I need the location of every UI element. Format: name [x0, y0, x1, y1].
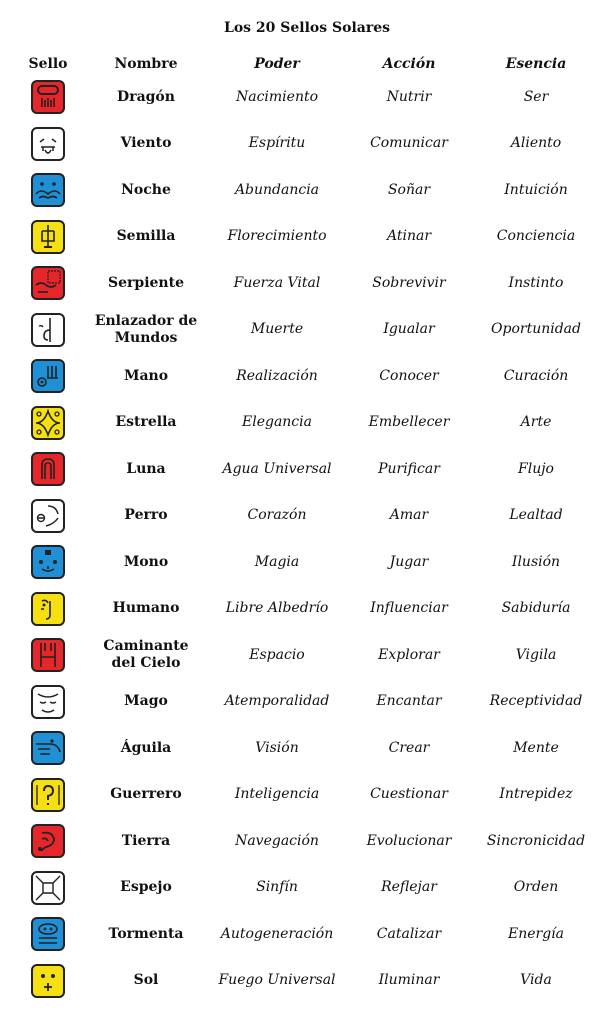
cell-nombre: Guerrero — [110, 786, 182, 802]
cell-nombre: Perro — [124, 507, 168, 523]
cell-esencia: Receptividad — [489, 693, 583, 709]
table-row — [0, 911, 614, 957]
cell-accion: Cuestionar — [370, 786, 448, 802]
cell-nombre: Mago — [124, 693, 168, 709]
cell-accion: Soñar — [387, 181, 431, 198]
dragon-seal-icon — [30, 79, 66, 115]
cell-accion: Evolucionar — [366, 832, 452, 849]
cell-esencia: Vida — [520, 972, 552, 988]
cell-accion: Nutrir — [386, 88, 432, 105]
table-row — [0, 772, 614, 818]
cell-nombre: Dragón — [117, 88, 175, 105]
cell-accion: Sobrevivir — [372, 274, 446, 291]
wizard-seal-icon — [30, 684, 66, 720]
table-row — [0, 260, 614, 306]
cell-esencia: Ilusión — [511, 553, 561, 570]
cell-poder: Magia — [254, 553, 300, 570]
cell-esencia: Curación — [503, 367, 569, 384]
cell-poder: Agua Universal — [222, 460, 332, 477]
star-seal-icon — [30, 405, 66, 441]
worldbridger-seal-icon — [30, 312, 66, 348]
table-row — [0, 865, 614, 911]
cell-poder: Fuego Universal — [218, 972, 336, 988]
cell-poder: Abundancia — [234, 181, 320, 198]
storm-seal-icon — [30, 916, 66, 952]
table-row — [0, 307, 614, 353]
table-row — [0, 214, 614, 260]
cell-esencia: Arte — [520, 414, 552, 430]
cell-poder: Libre Albedrío — [225, 600, 329, 616]
table-row — [0, 167, 614, 213]
moon-seal-icon — [30, 451, 66, 487]
cell-esencia: Intuición — [504, 181, 568, 198]
table-row — [0, 493, 614, 539]
serpent-seal-icon — [30, 265, 66, 301]
cell-accion: Iluminar — [378, 972, 440, 988]
cell-accion: Reflejar — [381, 879, 437, 895]
header-poder: Poder — [254, 56, 300, 72]
cell-poder: Fuerza Vital — [233, 274, 321, 291]
cell-poder: Inteligencia — [234, 786, 320, 802]
cell-accion: Influenciar — [370, 600, 448, 616]
cell-accion: Encantar — [376, 693, 442, 709]
cell-nombre: Humano — [112, 600, 180, 616]
cell-poder: Autogeneración — [220, 925, 334, 942]
cell-nombre: Mano — [123, 367, 169, 384]
page-title: Los 20 Sellos Solares — [223, 20, 391, 36]
cell-accion: Igualar — [383, 321, 435, 337]
earth-seal-icon — [30, 823, 66, 859]
header-esencia: Esencia — [505, 56, 567, 72]
wind-seal-icon — [30, 126, 66, 162]
table-row — [0, 446, 614, 492]
cell-esencia: Conciencia — [496, 228, 576, 244]
cell-esencia: Energía — [508, 925, 564, 942]
cell-poder: Florecimiento — [227, 228, 327, 244]
eagle-seal-icon — [30, 730, 66, 766]
cell-accion: Explorar — [378, 646, 440, 663]
night-seal-icon — [30, 172, 66, 208]
table-row — [0, 74, 614, 120]
cell-esencia: Ser — [523, 88, 549, 105]
cell-esencia: Flujo — [518, 460, 554, 477]
cell-accion: Embellecer — [368, 414, 450, 430]
table-row — [0, 121, 614, 167]
cell-nombre: Enlazador de Mundos — [94, 312, 198, 346]
cell-accion: Jugar — [389, 553, 429, 570]
cell-esencia: Aliento — [510, 135, 562, 151]
table-row — [0, 353, 614, 399]
cell-poder: Navegación — [235, 832, 319, 849]
cell-poder: Muerte — [250, 321, 304, 337]
cell-accion: Amar — [389, 507, 429, 523]
cell-accion: Conocer — [379, 367, 439, 384]
cell-esencia: Oportunidad — [491, 321, 581, 337]
table-row — [0, 632, 614, 678]
cell-accion: Purificar — [378, 460, 440, 477]
cell-esencia: Mente — [513, 739, 559, 756]
cell-poder: Nacimiento — [235, 88, 319, 105]
cell-poder: Sinfín — [256, 879, 298, 895]
cell-accion: Crear — [388, 739, 430, 756]
cell-esencia: Sincronicidad — [486, 832, 586, 849]
cell-poder: Atemporalidad — [224, 693, 330, 709]
header-sello: Sello — [28, 56, 68, 72]
cell-accion: Catalizar — [376, 925, 442, 942]
cell-esencia: Sabiduría — [501, 600, 571, 616]
table-row — [0, 539, 614, 585]
table-row — [0, 725, 614, 771]
cell-poder: Espíritu — [248, 135, 306, 151]
human-seal-icon — [30, 591, 66, 627]
cell-poder: Realización — [236, 367, 318, 384]
cell-esencia: Instinto — [508, 274, 564, 291]
cell-nombre: Noche — [121, 181, 171, 198]
cell-poder: Visión — [255, 739, 299, 756]
cell-nombre: Tierra — [121, 832, 171, 849]
table-row — [0, 679, 614, 725]
cell-nombre: Caminante del Cielo — [103, 638, 189, 671]
cell-esencia: Intrepidez — [499, 786, 573, 802]
dog-seal-icon — [30, 498, 66, 534]
cell-nombre: Mono — [123, 553, 169, 570]
table-row — [0, 818, 614, 864]
mirror-seal-icon — [30, 870, 66, 906]
table-row — [0, 400, 614, 446]
cell-accion: Comunicar — [370, 135, 448, 151]
header-accion: Acción — [382, 56, 436, 72]
cell-esencia: Orden — [513, 879, 559, 895]
header-nombre: Nombre — [114, 56, 178, 72]
seed-seal-icon — [30, 219, 66, 255]
cell-poder: Espacio — [249, 646, 305, 663]
table-row — [0, 958, 614, 1004]
cell-nombre: Serpiente — [108, 274, 184, 291]
monkey-seal-icon — [30, 544, 66, 580]
sun-seal-icon — [30, 963, 66, 999]
hand-seal-icon — [30, 358, 66, 394]
skywalker-seal-icon — [30, 637, 66, 673]
cell-nombre: Viento — [120, 135, 172, 151]
cell-accion: Atinar — [386, 228, 432, 244]
table-row — [0, 586, 614, 632]
cell-poder: Corazón — [247, 507, 307, 523]
cell-esencia: Vigila — [515, 646, 557, 663]
cell-nombre: Semilla — [116, 228, 176, 244]
cell-nombre: Sol — [133, 972, 159, 988]
cell-nombre: Espejo — [120, 879, 172, 895]
cell-poder: Elegancia — [242, 414, 312, 430]
cell-nombre: Águila — [120, 739, 172, 756]
cell-nombre: Luna — [126, 460, 166, 477]
warrior-seal-icon — [30, 777, 66, 813]
cell-esencia: Lealtad — [509, 507, 563, 523]
cell-nombre: Estrella — [115, 414, 177, 430]
cell-nombre: Tormenta — [108, 925, 184, 942]
